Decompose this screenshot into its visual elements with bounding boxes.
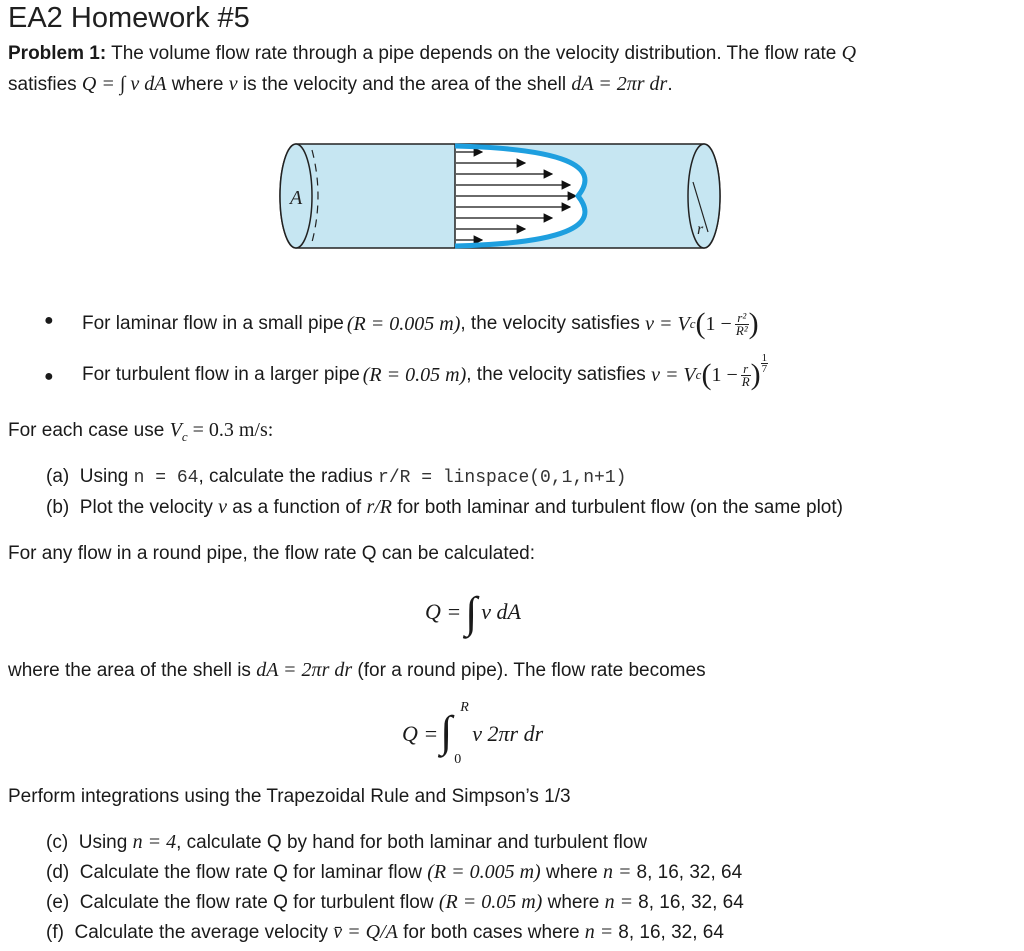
part-d-label: (d) [46, 862, 70, 883]
part-d-values: 8, 16, 32, 64 [636, 862, 743, 883]
part-e-values: 8, 16, 32, 64 [638, 892, 744, 913]
label-radius-r: r [697, 221, 704, 238]
eq1-integral-sign: ∫ [465, 587, 478, 637]
bullet-dot-1: ● [44, 312, 54, 329]
problem-label: Problem 1: [8, 43, 107, 64]
part-d [46, 860, 742, 885]
eq2-integral [440, 700, 469, 768]
part-a [46, 465, 626, 490]
part-e [46, 890, 744, 915]
label-area-A: A [290, 187, 303, 209]
part-b [46, 495, 843, 520]
eq2-lhs: Q = [402, 721, 439, 746]
part-c-text1: Using [78, 832, 133, 853]
part-c-label: (c) [46, 832, 69, 853]
shell-line [8, 658, 706, 683]
equation-flow-integral [425, 582, 521, 642]
vc-var: V [169, 419, 182, 441]
part-d-n: n = [603, 861, 637, 883]
part-c [46, 830, 647, 855]
bullet-turbulent [82, 350, 768, 400]
part-c-n: n = 4 [132, 831, 177, 853]
turbulent-open-paren: ( [701, 358, 712, 391]
laminar-vc-sub: c [689, 316, 696, 331]
part-a-text2: , calculate the radius [198, 466, 379, 487]
turbulent-text: For turbulent flow in a larger pipe [82, 364, 360, 385]
turbulent-exponent [761, 353, 769, 374]
laminar-mid: , the velocity satisfies [460, 313, 640, 334]
any-flow-line: For any flow in a round pipe, the flow rate Q can be calculated: [8, 543, 536, 564]
turbulent-frac-num: r [741, 363, 751, 376]
turbulent-fraction [741, 360, 751, 389]
part-d-radius: (R = 0.005 m) [427, 861, 541, 883]
turbulent-v-eq: v = V [651, 364, 696, 386]
eq2-lower-limit: 0 [454, 752, 462, 767]
part-c-text2: , calculate Q by hand for both laminar and turbulent flow [176, 832, 648, 853]
vc-value: = 0.3 m/s: [187, 419, 274, 441]
part-b-text3: for both laminar and turbulent flow (on the same plot) [392, 497, 843, 518]
problem-intro-line1 [8, 41, 856, 66]
laminar-frac-num: r² [735, 312, 749, 325]
problem-intro-line2 [8, 72, 673, 97]
part-b-text1: Plot the velocity [79, 497, 219, 518]
laminar-one-minus: 1 − [705, 313, 732, 335]
laminar-fraction [735, 309, 749, 338]
bullet-dot-2: ● [44, 368, 54, 385]
intro-text-2c: is the velocity and the area of the shell [237, 74, 572, 95]
part-f-values: 8, 16, 32, 64 [618, 922, 724, 943]
bullet-laminar [82, 302, 759, 346]
eq2-integral-sign: ∫ [440, 707, 453, 756]
part-a-code-linspace: r/R = linspace(0,1,n+1) [378, 468, 627, 488]
laminar-v-eq: v = V [645, 313, 690, 335]
intro-text-1: The volume flow rate through a pipe depends on the velocity distribution. The flow rate [106, 43, 842, 64]
velocity-var: v [228, 73, 238, 95]
shell-area-eq: dA = 2πr dr [571, 73, 668, 95]
part-a-label: (a) [46, 466, 70, 487]
flow-rate-var: Q [841, 42, 857, 64]
part-b-label: (b) [46, 497, 70, 518]
part-e-radius: (R = 0.05 m) [438, 891, 543, 913]
each-case-text: For each case use [8, 420, 170, 441]
laminar-open-paren: ( [695, 307, 706, 340]
intro-text-2a: satisfies [8, 74, 82, 95]
part-b-rR: r/R [366, 496, 393, 518]
part-f-text2: for both cases where [397, 922, 585, 943]
part-f-text1: Calculate the average velocity [74, 922, 334, 943]
turbulent-one-minus: 1 − [711, 364, 738, 386]
part-e-n: n = [604, 891, 639, 913]
part-f [46, 920, 724, 945]
laminar-close-paren: ) [748, 307, 759, 340]
eq1-rhs: v dA [481, 599, 521, 624]
perform-line: Perform integrations using the Trapezoidal Rule and Simpson’s 1/3 [8, 786, 571, 807]
turbulent-exp-den: 7 [761, 362, 768, 375]
eq2-rhs: v 2πr dr [472, 721, 544, 746]
turbulent-close-paren: ) [750, 358, 761, 391]
shell-text2: (for a round pipe). The flow rate becomes [352, 660, 706, 681]
part-f-label: (f) [46, 922, 64, 943]
part-d-text2: where [540, 862, 604, 883]
pipe-right-end [688, 144, 720, 248]
turbulent-frac-den: R [741, 373, 750, 389]
part-a-text1: Using [79, 466, 134, 487]
turbulent-radius: (R = 0.05 m) [362, 364, 467, 386]
part-d-text1: Calculate the flow rate Q for laminar flow [79, 862, 428, 883]
intro-text-2b: where [166, 74, 229, 95]
each-case-line [8, 418, 273, 449]
part-b-text2: as a function of [227, 497, 367, 518]
part-a-code-n: n = 64 [133, 468, 199, 488]
part-e-text2: where [542, 892, 605, 913]
part-b-v: v [218, 496, 228, 518]
eq1-lhs: Q = [425, 599, 462, 624]
shell-eq: dA = 2πr dr [256, 659, 353, 681]
turbulent-vc-sub: c [695, 367, 702, 382]
laminar-frac-den: R² [735, 322, 748, 338]
eq2-upper-limit: R [460, 700, 469, 715]
flow-integral-eq: Q = ∫ v dA [81, 73, 167, 95]
shell-text1: where the area of the shell is [8, 660, 257, 681]
laminar-radius: (R = 0.005 m) [346, 313, 461, 335]
intro-end: . [667, 74, 673, 95]
laminar-text: For laminar flow in a small pipe [82, 313, 344, 334]
part-e-label: (e) [46, 892, 70, 913]
part-e-text1: Calculate the flow rate Q for turbulent flow [79, 892, 439, 913]
part-f-n: n = [584, 921, 619, 943]
turbulent-exp-num: 1 [761, 351, 768, 364]
equation-flow-definite [402, 700, 543, 768]
pipe-velocity-figure [270, 138, 730, 258]
part-f-avg-eq: v̄ = Q/A [333, 921, 398, 943]
page-title: EA2 Homework #5 [8, 2, 250, 34]
turbulent-mid: , the velocity satisfies [466, 364, 646, 385]
vc-sub: c [181, 428, 188, 444]
